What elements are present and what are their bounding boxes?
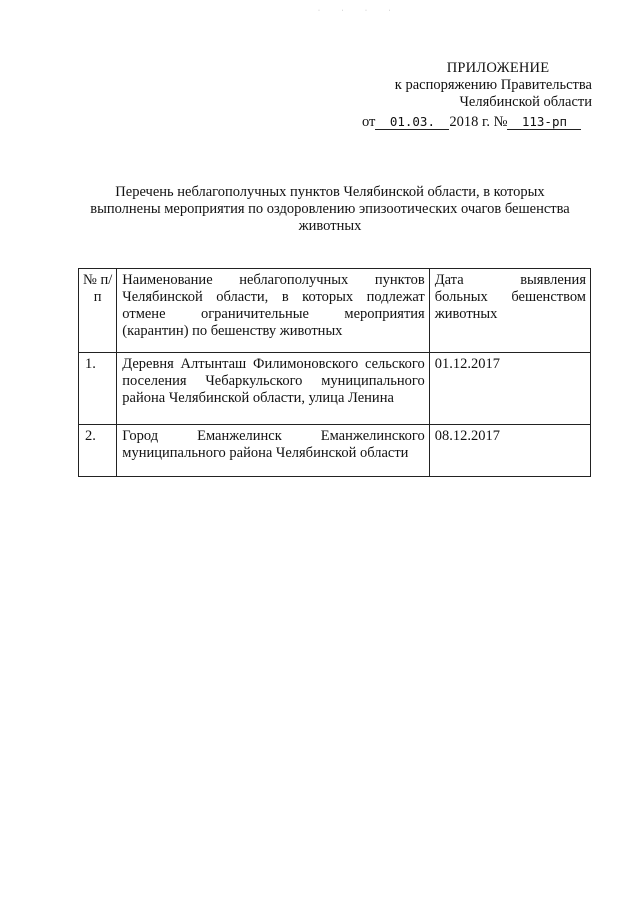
- appendix-line-2: Челябинской области: [459, 94, 592, 110]
- row-number: 2.: [79, 425, 117, 477]
- row-name: Деревня Алтынташ Филимоновского сельского поселения Чебаркульского муниципального района Челябинской области, улица Ленина: [117, 353, 429, 425]
- scan-specks: · · · ·: [318, 8, 401, 14]
- appendix-heading: ПРИЛОЖЕНИЕ: [446, 60, 550, 76]
- table-row: [79, 425, 591, 477]
- row-name: Город Еманжелинск Еманжелинского муниципального района Челябинской области: [117, 425, 429, 477]
- table-row: [79, 353, 591, 425]
- row-number: 1.: [79, 353, 117, 425]
- order-prefix: от: [362, 114, 376, 130]
- document-title: Перечень неблагополучных пунктов Челябинской области, в которых выполнены мероприятия по оздоровлению эпизоотических очагов бешенства животных: [90, 184, 570, 234]
- row-date: 01.12.2017: [429, 353, 590, 425]
- locations-table: [78, 268, 591, 477]
- appendix-line-1: к распоряжению Правительства: [394, 77, 592, 93]
- order-year: 2018 г. №: [449, 114, 508, 130]
- row-date: 08.12.2017: [429, 425, 590, 477]
- header-number: № п/п: [79, 269, 117, 353]
- header-date: Дата выявления больных бешенством животных: [429, 269, 590, 353]
- header-name: Наименование неблагополучных пунктов Челябинской области, в которых подлежат отмене ограничительные мероприятия (карантин) по бешенству животных: [117, 269, 429, 353]
- order-number: 113-рп: [507, 114, 581, 130]
- table-header-row: [79, 269, 591, 353]
- appendix-block: [360, 60, 592, 111]
- order-date: 01.03.: [375, 114, 449, 130]
- order-reference: [362, 114, 594, 131]
